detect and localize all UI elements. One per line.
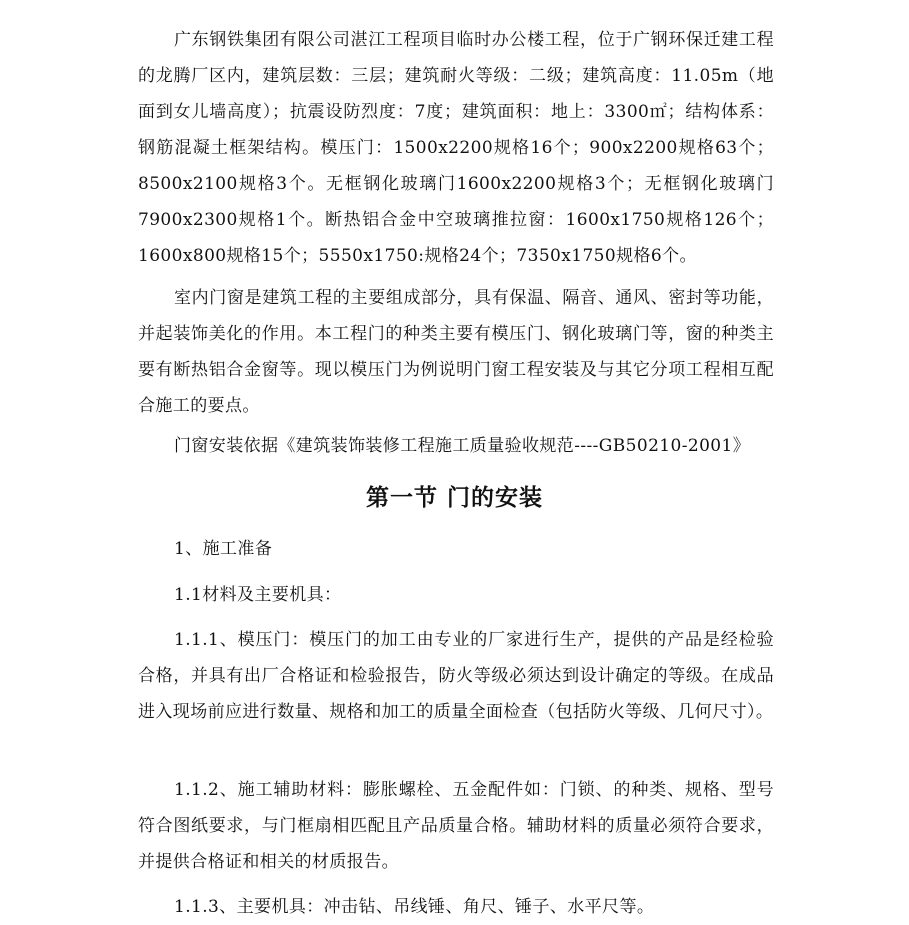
auxiliary-materials-paragraph: 1.1.2、施工辅助材料：膨胀螺栓、五金配件如：门锁、的种类、规格、型号符合图纸要求，与门框扇相匹配且产品质量合格。辅助材料的质量必须符合要求，并提供合格证和相关的材质报告。 [138, 780, 774, 872]
construction-preparation-heading: 1、施工准备 [174, 539, 273, 559]
materials-tools-heading: 1.1材料及主要机具： [174, 585, 342, 605]
main-tools-paragraph: 1.1.3、主要机具：冲击钻、吊线锤、角尺、锤子、水平尺等。 [174, 897, 655, 917]
molded-door-paragraph: 1.1.1、模压门：模压门的加工由专业的厂家进行生产，提供的产品是经检验合格，并具有出厂合格证和检验报告，防火等级必须达到设计确定的等级。在成品进入现场前应进行数量、规格和加工的质量全面检查（包括防火等级、几何尺寸）。 [138, 630, 774, 722]
section-title: 第一节 门的安装 [365, 485, 543, 511]
project-overview-paragraph: 广东钢铁集团有限公司湛江工程项目临时办公楼工程，位于广钢环保迁建工程的龙腾厂区内，建筑层数：三层；建筑耐火等级：二级；建筑高度：11.05m（地面到女儿墙高度）；抗震设防烈度：7度；建筑面积：地上：3300㎡；结构体系：钢筋混凝土框架结构。模压门：1500x2200规格16个；900x2200规格63个；8500x2100规格3个。无框钢化玻璃门1600x2200规格3个；无框钢化玻璃门7900x2300规格1个。断热铝合金中空玻璃推拉窗：1600x1750规格126个；1600x800规格15个；5550x1750:规格24个；7350x1750规格6个。 [138, 30, 774, 266]
doors-windows-intro-paragraph: 室内门窗是建筑工程的主要组成部分，具有保温、隔音、通风、密封等功能，并起装饰美化的作用。本工程门的种类主要有模压门、钢化玻璃门等，窗的种类主要有断热铝合金窗等。现以模压门为例说明门窗工程安装及与其它分项工程相互配合施工的要点。 [138, 288, 774, 416]
installation-standard-paragraph: 门窗安装依据《建筑装饰装修工程施工质量验收规范----GB50210-2001》 [174, 436, 751, 456]
